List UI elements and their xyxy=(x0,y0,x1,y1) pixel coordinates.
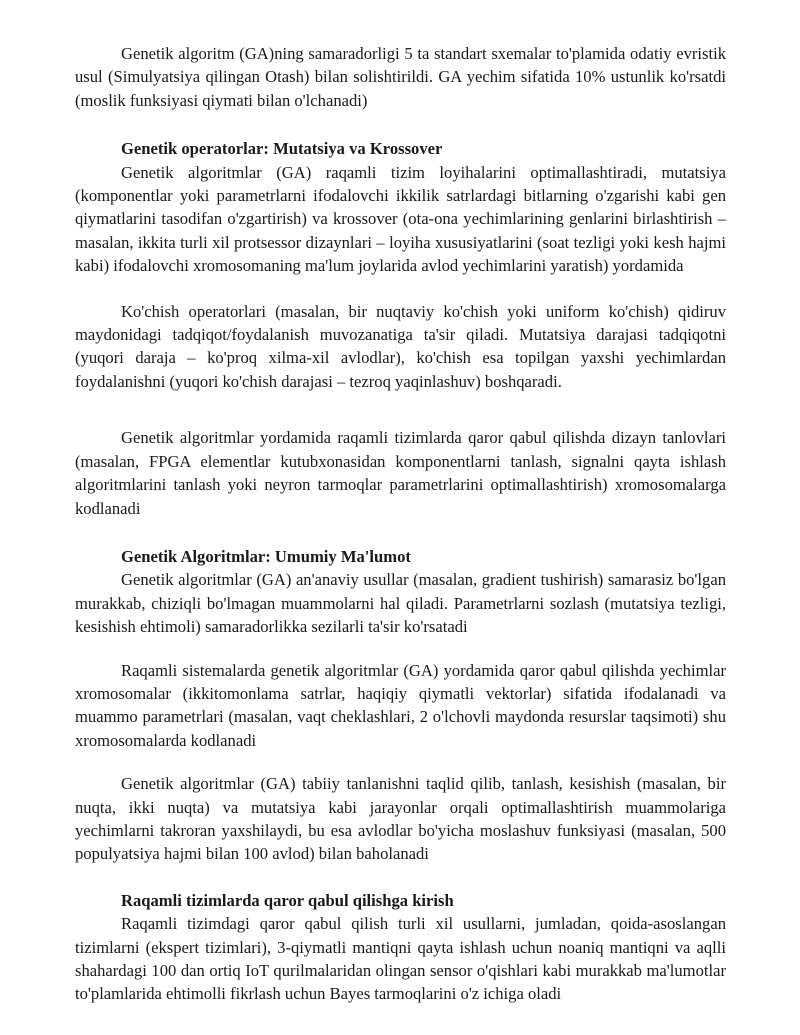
heading-decision-making-intro: Raqamli tizimlarda qaror qabul qilishga kirish xyxy=(121,890,454,910)
paragraph-ga-nonlinear: Genetik algoritmlar (GA) an'anaviy usullar (masalan, gradient tushirish) samarasiz bo'lgan murakkab, chiziqli bo'lmagan muammolarni hal qiladi. Parametrlarni sozlash (mutatsiya tezligi, kesishish ehtimoli) samaradorlikka sezilarli ta'sir ko'rsatadi xyxy=(75,570,726,637)
document-page xyxy=(75,42,726,1006)
paragraph-crossover-operators: Ko'chish operatorlari (masalan, bir nuqtaviy ko'chish yoki uniform ko'chish) qidiruv maydonidagi tadqiqot/foydalanish muvozanatiga ta'sir qiladi. Mutatsiya darajasi tadqiqotni (yuqori daraja – ko'proq xilma-xil avlodlar), ko'chish esa topilgan yaxshi yechimlardan foydalanishni (yuqori ko'chish darajasi – tezroq yaqinlashuv) boshqaradi. xyxy=(75,301,726,391)
paragraph-natural-selection: Genetik algoritmlar (GA) tabiiy tanlanishni taqlid qilib, tanlash, kesishish (masalan, bir nuqta, ikki nuqta) va mutatsiya kabi jarayonlar orqali optimallashtirish muammolariga yechimlarni takroran yaxshilaydi, bu esa avlodlar bo'yicha moslashuv funksiyasi (masalan, 500 populyatsiya hajmi bilan 100 avlod) bilan baholanadi xyxy=(75,774,726,864)
paragraph-decision-methods: Raqamli tizimdagi qaror qabul qilish turli xil usullarni, jumladan, qoida-asoslangan tizimlarni (ekspert tizimlari), 3-qiymatli mantiqni qayta ishlash uchun noaniq mantiqni va aqlli shahardagi 100 dan ortiq IoT qurilmalaridan olingan sensor o'qishlari kabi murakkab ma'lumotlar to'plamlarida ehtimolli fikrlash uchun Bayes tarmoqlarini o'z ichiga oladi xyxy=(75,914,726,1004)
paragraph-chromosome-representation: Raqamli sistemalarda genetik algoritmlar (GA) yordamida qaror qabul qilishda yechimlar xromosomalar (ikkitomonlama satrlar, haqiqiy qiymatli vektorlar) sifatida ifodalanadi va muammo parametrlari (masalan, vaqt cheklashlari, 2 o'lchovli maydonda resurslar taqsimoti) shu xromosomalarda kodlanadi xyxy=(75,660,726,750)
paragraph-mutation-crossover: Genetik algoritmlar (GA) raqamli tizim loyihalarini optimallashtiradi, mutatsiya (komponentlar yoki parametrlarni ifodalovchi ikkilik satrlardagi bitlarning o'zgarishi kabi gen qiymatlarini tasodifan o'zgartirish) va krossover (ota-ona yechimlarining genlarini birlashtirish – masalan, ikkita turli xil protsessor dizaynlari – loyiha xususiyatlarini (soat tezligi yoki kesh hajmi kabi) ifodalovchi xromosomaning ma'lum joylarida avlod yechimlarini yaratish) yordamida xyxy=(75,162,726,276)
heading-genetic-operators: Genetik operatorlar: Mutatsiya va Krossover xyxy=(121,139,443,159)
paragraph-ga-efficiency: Genetik algoritm (GA)ning samaradorligi 5 ta standart sxemalar to'plamida odatiy evristik usul (Simulyatsiya qilingan Otash) bilan solishtirildi. GA yechim sifatida 10% ustunlik ko'rsatdi (moslik funksiyasi qiymati bilan o'lchanadi) xyxy=(75,44,726,110)
paragraph-design-choices: Genetik algoritmlar yordamida raqamli tizimlarda qaror qabul qilishda dizayn tanlovlari (masalan, FPGA elementlar kutubxonasidan komponentlarni tanlash, signalni qayta ishlash algoritmlarini tanlash yoki neyron tarmoqlar parametrlarini optimallashtirish) xromosomalarga kodlanadi xyxy=(75,428,726,518)
heading-ga-overview: Genetik Algoritmlar: Umumiy Ma'lumot xyxy=(121,546,411,566)
